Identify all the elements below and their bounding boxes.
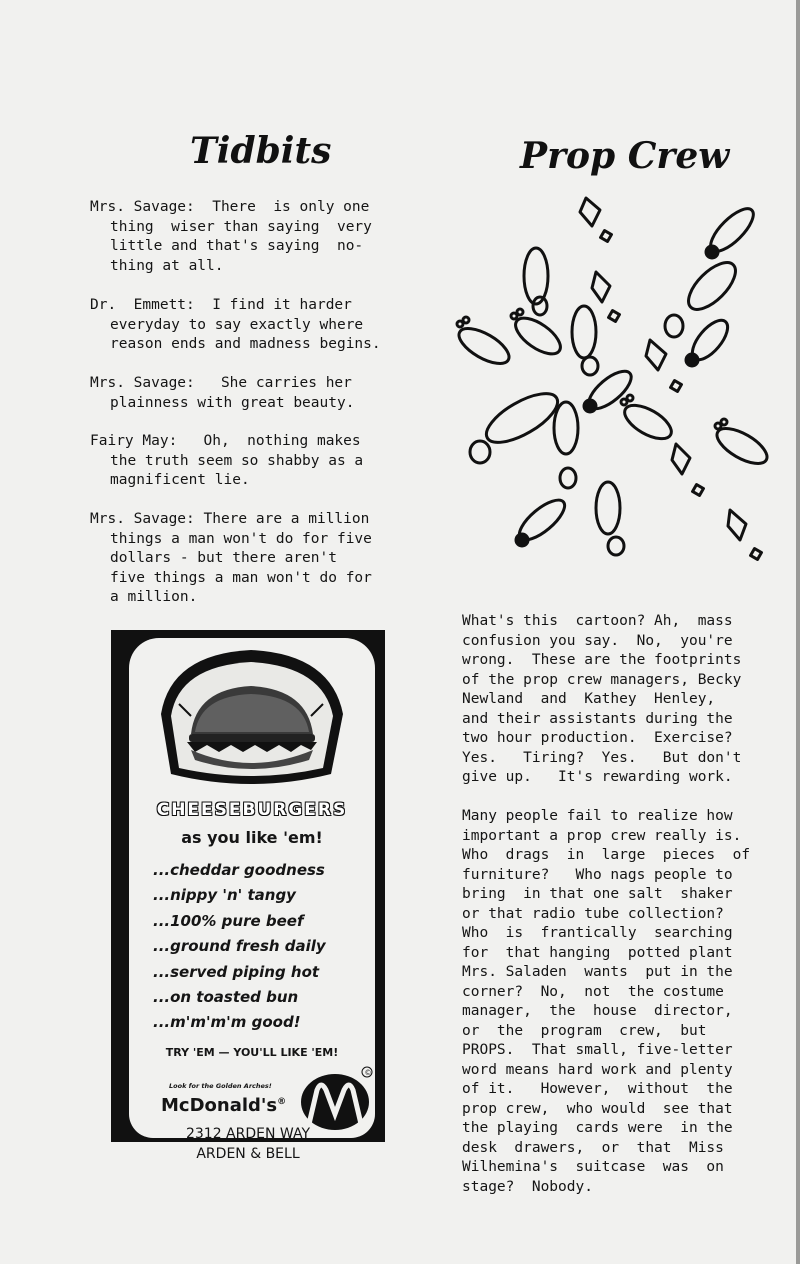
paragraph-line: What's this cartoon? Ah, mass [462,613,733,629]
prop-crew-heading: Prop Crew [520,135,730,177]
paragraph-line: important a prop crew really is. [462,827,742,844]
quote-line: the truth seem so shabby as a [110,452,364,469]
golden-arches-icon [299,1066,373,1132]
shoe-print-icon [470,384,565,463]
quote-line: reason ends and madness begins. [110,336,381,352]
paragraph-line: prop crew, who would see that [462,1100,733,1117]
quote-line: magnificent lie. [110,472,250,488]
exclamation-mark-icon [580,198,611,241]
bare-footprint-icon [510,309,566,361]
quote-line: plainness with great beauty. [110,394,355,411]
ad-feature-item: ...cheddar goodness [153,861,325,879]
quote-line: Mrs. Savage: She carries her [90,375,352,391]
quote-line: things a man won't do for five [110,530,372,547]
sandal-print-icon [686,315,734,366]
quote-line: little and that's saying no- [110,238,364,254]
paragraph-line: wrong. These are the footprints [462,652,742,668]
paragraph-line: desk drawers, or that Miss [462,1139,724,1156]
quote-line: Mrs. Savage: There is only one [90,199,370,215]
paragraph-line: corner? No, not the costume [462,983,724,1000]
paragraph-line: of it. However, without the [462,1081,733,1097]
mcdonalds-wordmark [161,1095,286,1116]
paragraph-line: Yes. Tiring? Yes. But don't [462,749,742,766]
exclamation-mark-icon [646,340,681,391]
quote-line: Fairy May: Oh, nothing makes [90,433,361,449]
quote-line: Dr. Emmett: I find it harder [90,297,352,313]
mcdonalds-advertisement [111,630,385,1142]
bare-footprint-icon [454,317,514,370]
page-edge [796,0,800,1264]
ad-address-line: 2312 ARDEN WAY [185,1126,311,1142]
paragraph-line: Who drags in large pieces of [462,847,751,863]
paragraph-line: or that radio tube collection? [462,905,724,922]
quote-line: everyday to say exactly where [110,316,364,333]
ad-feature-item: ...ground fresh daily [153,937,326,956]
paragraph-line: Wilhemina's suitcase was on [462,1159,724,1175]
ad-golden-arches-note: Look for the Golden Arches! [169,1082,272,1090]
paragraph-line: for that hanging potted plant [462,944,733,961]
paragraph-line: two hour production. Exercise? [462,730,733,746]
ad-subhead: as you like 'em! [181,828,323,847]
quote-block [90,432,420,491]
bare-footprint-icon [619,395,676,445]
paragraph-line: Mrs. Saladen wants put in the [462,964,733,980]
paragraph-line: manager, the house director, [462,1003,733,1019]
paragraph-line: Who is frantically searching [462,925,733,941]
paragraph-line: word means hard work and plenty [462,1061,733,1078]
sandal-print-icon [513,494,570,547]
bare-footprint-icon [712,419,772,470]
paragraph-line: give up. It's rewarding work. [462,769,733,785]
paragraph-line: PROPS. That small, five-letter [462,1042,733,1058]
quote-block [90,296,420,355]
quote-line: thing wiser than saying very [110,218,372,235]
brand-name: McDonald's [161,1095,278,1116]
ad-feature-item: ...100% pure beef [153,911,304,930]
shoe-print-icon [554,402,578,488]
paragraph-line: the playing cards were in the [462,1120,733,1136]
exclamation-mark-icon [592,272,619,321]
footprints-cartoon [450,190,780,570]
exclamation-mark-icon [728,510,761,559]
shoe-print-icon [572,306,598,375]
shoe-print-icon [524,248,548,315]
quote-line: thing at all. [110,257,224,274]
shoe-print-icon [665,255,743,337]
paragraph-line: stage? Nobody. [462,1178,593,1195]
paragraph-line: and their assistants during the [462,710,733,727]
quote-line: Mrs. Savage: There are a million [90,511,370,527]
paragraph-line: of the prop crew managers, Becky [462,671,742,688]
prop-crew-paragraph [462,807,782,1197]
ad-tagline: TRY 'EM — YOU'LL LIKE 'EM! [165,1046,339,1059]
quote-line: dollars - but there aren't [110,550,337,566]
paragraph-line: confusion you say. No, you're [462,632,733,649]
ad-feature-list [153,858,326,1036]
exclamation-mark-icon [672,444,703,495]
paragraph-line: Newland and Kathey Henley, [462,691,716,707]
quote-line: five things a man won't do for [110,569,372,586]
shoe-print-icon [596,482,624,555]
ad-feature-item: ...m'm'm'm good! [153,1013,301,1032]
quote-block [90,510,420,608]
quote-block [90,374,420,413]
paragraph-line: bring in that one salt shaker [462,886,733,902]
copyright-mark: © [364,1069,372,1077]
quote-block [90,198,420,276]
tidbits-heading: Tidbits [190,130,332,172]
ad-feature-item: ...served piping hot [153,962,320,981]
registered-mark: ® [277,1097,287,1107]
ad-headline: CHEESEBURGERS [156,800,348,820]
ad-feature-item: ...nippy 'n' tangy [153,886,296,905]
quote-line: a million. [110,589,198,605]
sandal-print-icon [704,202,759,258]
ad-address-line: ARDEN & BELL [196,1146,300,1162]
ad-feature-item: ...on toasted bun [153,988,299,1007]
prop-crew-paragraph [462,612,782,788]
paragraph-line: Many people fail to realize how [462,808,733,824]
ad-panel [129,638,375,1138]
paragraph-line: furniture? Who nags people to [462,866,733,883]
paragraph-line: or the program crew, but [462,1022,707,1039]
cheeseburger-illustration [151,644,351,794]
